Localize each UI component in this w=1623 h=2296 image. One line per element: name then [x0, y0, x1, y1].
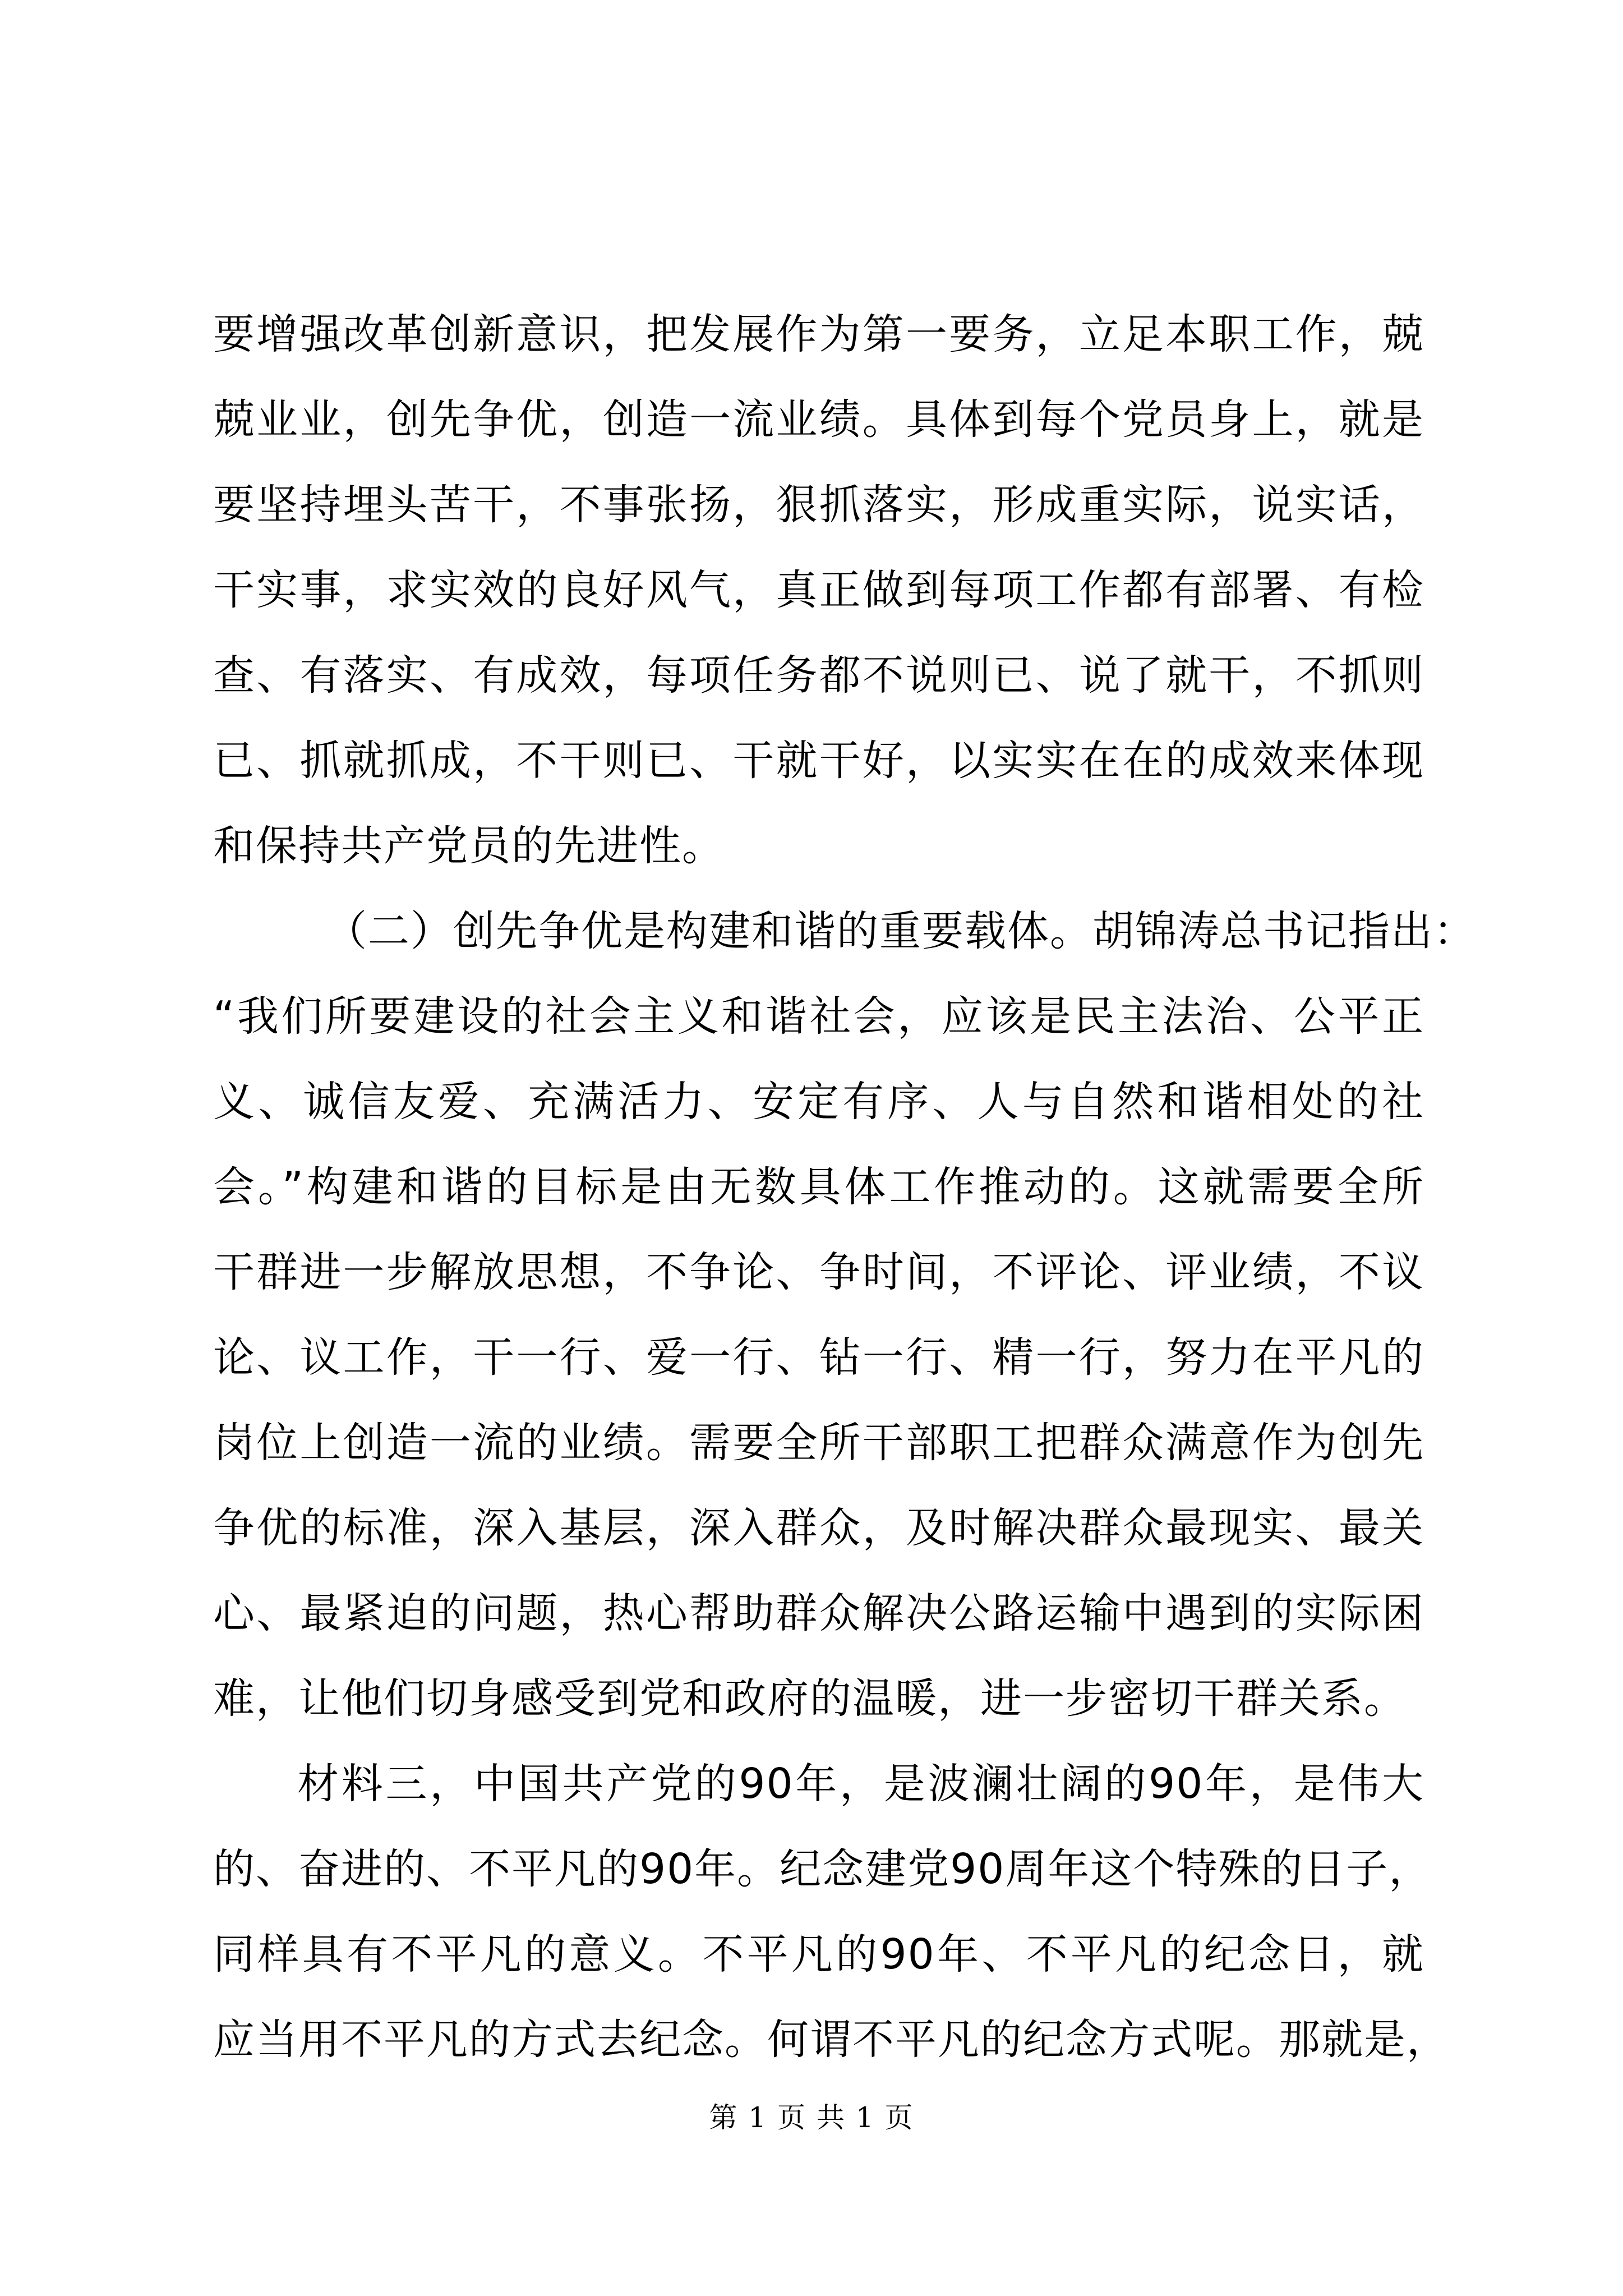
text-line: 要坚持埋头苦干，不事张扬，狠抓落实，形成重实际，说实话， — [213, 481, 1424, 529]
text-line: 心、最紧迫的问题，热心帮助群众解决公路运输中遇到的实际困 — [213, 1589, 1424, 1637]
text-line: 岗位上创造一流的业绩。需要全所干部职工把群众满意作为创先 — [213, 1419, 1424, 1467]
text-line: 义、诚信友爱、充满活力、安定有序、人与自然和谐相处的社 — [213, 1078, 1424, 1126]
text-line: 会。”构建和谐的目标是由无数具体工作推动的。这就需要全所 — [213, 1163, 1424, 1211]
page-footer — [0, 2098, 1623, 2137]
text-line: 难，让他们切身感受到党和政府的温暖，进一步密切干群关系。 — [213, 1674, 1407, 1723]
paragraph-start-line: 材料三，中国共产党的90年，是波澜壮阔的90年，是伟大 — [297, 1760, 1424, 1808]
text-line: 兢业业，创先争优，创造一流业绩。具体到每个党员身上，就是 — [213, 395, 1424, 444]
section-heading-line: （二）创先争优是构建和谐的重要载体。胡锦涛总书记指出： — [325, 907, 1476, 955]
text-line: 已、抓就抓成，不干则已、干就干好，以实实在在的成效来体现 — [213, 737, 1424, 785]
text-line: 的、奋进的、不平凡的90年。纪念建党90周年这个特殊的日子， — [213, 1845, 1432, 1893]
text-line: 干实事，求实效的良好风气，真正做到每项工作都有部署、有检 — [213, 566, 1424, 614]
body-text — [213, 292, 1476, 2082]
text-line: 应当用不平凡的方式去纪念。何谓不平凡的纪念方式呢。那就是， — [213, 2016, 1449, 2064]
text-line: “我们所要建设的社会主义和谐社会，应该是民主法治、公平正 — [213, 992, 1424, 1041]
page-number-label: 第 1 页 共 1 页 — [709, 2101, 914, 2134]
text-line: 和保持共产党员的先进性。 — [213, 822, 725, 870]
text-line: 同样具有不平凡的意义。不平凡的90年、不平凡的纪念日，就 — [213, 1930, 1424, 1978]
text-line: 论、议工作，干一行、爱一行、钻一行、精一行，努力在平凡的 — [213, 1333, 1424, 1382]
text-line: 争优的标准，深入基层，深入群众，及时解决群众最现实、最关 — [213, 1504, 1424, 1552]
text-line: 要增强改革创新意识，把发展作为第一要务，立足本职工作，兢 — [213, 310, 1424, 358]
text-line: 查、有落实、有成效，每项任务都不说则已、说了就干，不抓则 — [213, 651, 1424, 700]
text-line: 干群进一步解放思想，不争论、争时间，不评论、评业绩，不议 — [213, 1248, 1424, 1296]
